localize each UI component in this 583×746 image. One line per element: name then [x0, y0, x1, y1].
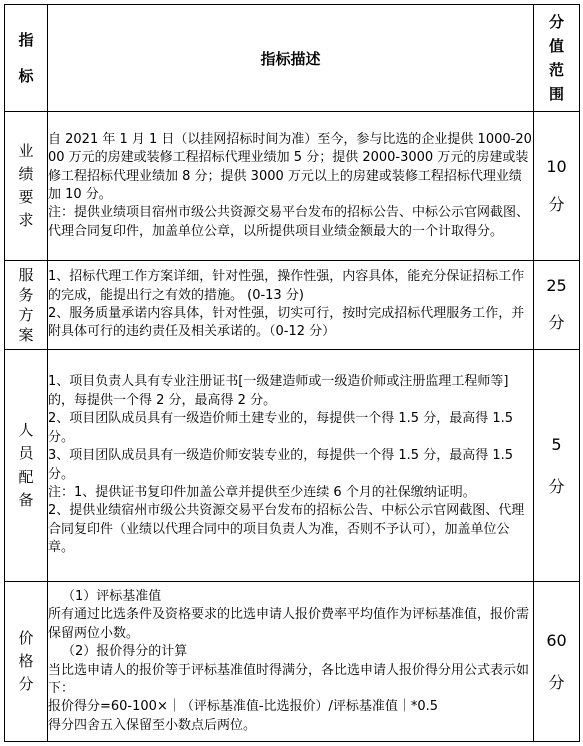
row-price-description: [48, 582, 534, 742]
description-paragraph: 注：提供业绩项目宿州市级公共资源交易平台发布的招标公告、中标公示官网截图、代理合同复印件，加盖单位公章，以所提供项目业绩金额最大的一个计取得分。: [48, 205, 530, 239]
score-unit: 分: [548, 195, 565, 214]
score-unit: 分: [548, 476, 565, 496]
description-paragraph: 2、服务质量承诺内容具体，针对性强，切实可行，按时完成招标代理服务工作，并附具体可行的违约责任及相关承诺的。（0-12 分）: [48, 306, 525, 340]
row-service-plan-label: [5, 261, 48, 350]
header-indicator-char: 标: [18, 67, 34, 85]
row-staffing-score: [534, 350, 580, 582]
row-price-label: [5, 582, 48, 742]
label-char: 业: [18, 141, 34, 160]
header-score-char: 范: [548, 61, 564, 79]
description-paragraph: 2、项目团队成员具有一级造价师土建专业的，每提供一个得 1.5 分，最高得 1.5 分。: [48, 411, 514, 445]
label-char: 务: [18, 285, 34, 304]
row-price-score: [534, 582, 580, 742]
row-staffing-label: [5, 350, 48, 582]
header-score-char: 值: [548, 37, 564, 55]
header-row: [5, 5, 580, 112]
description-paragraph: 注：1、提供证书复印件加盖公章并提供至少连续 6 个月的社保缴纳证明。: [48, 484, 476, 500]
row-staffing-description: [48, 350, 534, 582]
row-service-plan-score: [534, 261, 580, 350]
description-paragraph: 3、项目团队成员具有一级造价师安装专业的，每提供一个得 1.5 分，最高得 1.5 分。: [48, 448, 514, 482]
row-performance-label: [5, 112, 48, 261]
row-service-plan: [5, 261, 580, 350]
score-value: 10: [546, 156, 567, 176]
label-char: 求: [18, 211, 34, 230]
row-performance-score: [534, 112, 580, 261]
description-paragraph: 得分四舍五入保留至小数点后两位。: [48, 717, 257, 733]
label-char: 配: [18, 467, 34, 486]
score-value: 5: [551, 434, 562, 454]
label-char: 服: [18, 265, 34, 284]
row-performance-description: [48, 112, 534, 261]
description-paragraph: 自 2021 年 1 月 1 日（以挂网招标时间为准）至今，参与比选的企业提供 1000-2000 万元的房建或装修工程招标代理业绩加 5 分；提供 2000-3000 万元的房建或装修工程招标代理业绩加 8 分；提供 3000 万元以上的房建或装修工程招标代理业绩加 10 分。: [48, 131, 532, 202]
description-paragraph: （1）评标基准值: [62, 588, 162, 604]
description-paragraph: （2）报价得分的计算: [62, 644, 188, 660]
label-char: 格: [18, 651, 34, 670]
header-indicator: [5, 5, 48, 112]
row-staffing: [5, 350, 580, 582]
description-paragraph: 报价得分=60-100×｜（评标基准值-比选报价）/评标基准值｜*0.5: [48, 699, 439, 715]
description-paragraph: 1、招标代理工作方案详细，针对性强，操作性强，内容具体，能充分保证招标工作的完成，能提出行之有效的措施。 (0-13 分): [48, 269, 525, 303]
row-performance: [5, 112, 580, 261]
header-description: 指标描述: [48, 5, 534, 112]
score-unit: 分: [548, 313, 565, 332]
header-score-range: [534, 5, 580, 112]
row-price: [5, 582, 580, 742]
description-paragraph: 所有通过比选条件及资格要求的比选申请人报价费率平均值作为评标基准值，报价需保留两位小数。: [48, 607, 530, 641]
label-char: 价: [18, 628, 34, 647]
header-score-char: 围: [548, 85, 564, 103]
label-char: 人: [18, 421, 34, 439]
label-char: 绩: [18, 164, 34, 183]
header-score-char: 分: [548, 13, 564, 31]
score-value: 25: [546, 276, 567, 296]
header-indicator-char: 指: [18, 31, 34, 49]
label-char: 方: [18, 306, 34, 324]
description-paragraph: 1、项目负责人具有专业注册证书[一级建造师或一级造价师或注册监理工程师等]的，每提供一个得 2 分，最高得 2 分。: [48, 374, 509, 408]
label-char: 员: [18, 444, 34, 463]
description-paragraph: 2、提供业绩宿州市级公共资源交易平台发布的招标公告、中标公示官网截图、代理合同复印件（业绩以代理合同中的项目负责人为准，否则不予认可），加盖单位公章。: [48, 503, 525, 556]
label-char: 要: [18, 188, 34, 206]
label-char: 案: [18, 326, 34, 345]
description-paragraph: 当比选申请人的报价等于评标基准值时得满分，各比选申请人报价得分用公式表示如下：: [48, 662, 530, 696]
row-service-plan-description: [48, 261, 534, 350]
score-value: 60: [546, 630, 567, 650]
scoring-table: [4, 4, 580, 742]
label-char: 备: [18, 490, 34, 509]
label-char: 分: [18, 675, 34, 694]
score-unit: 分: [548, 672, 565, 692]
